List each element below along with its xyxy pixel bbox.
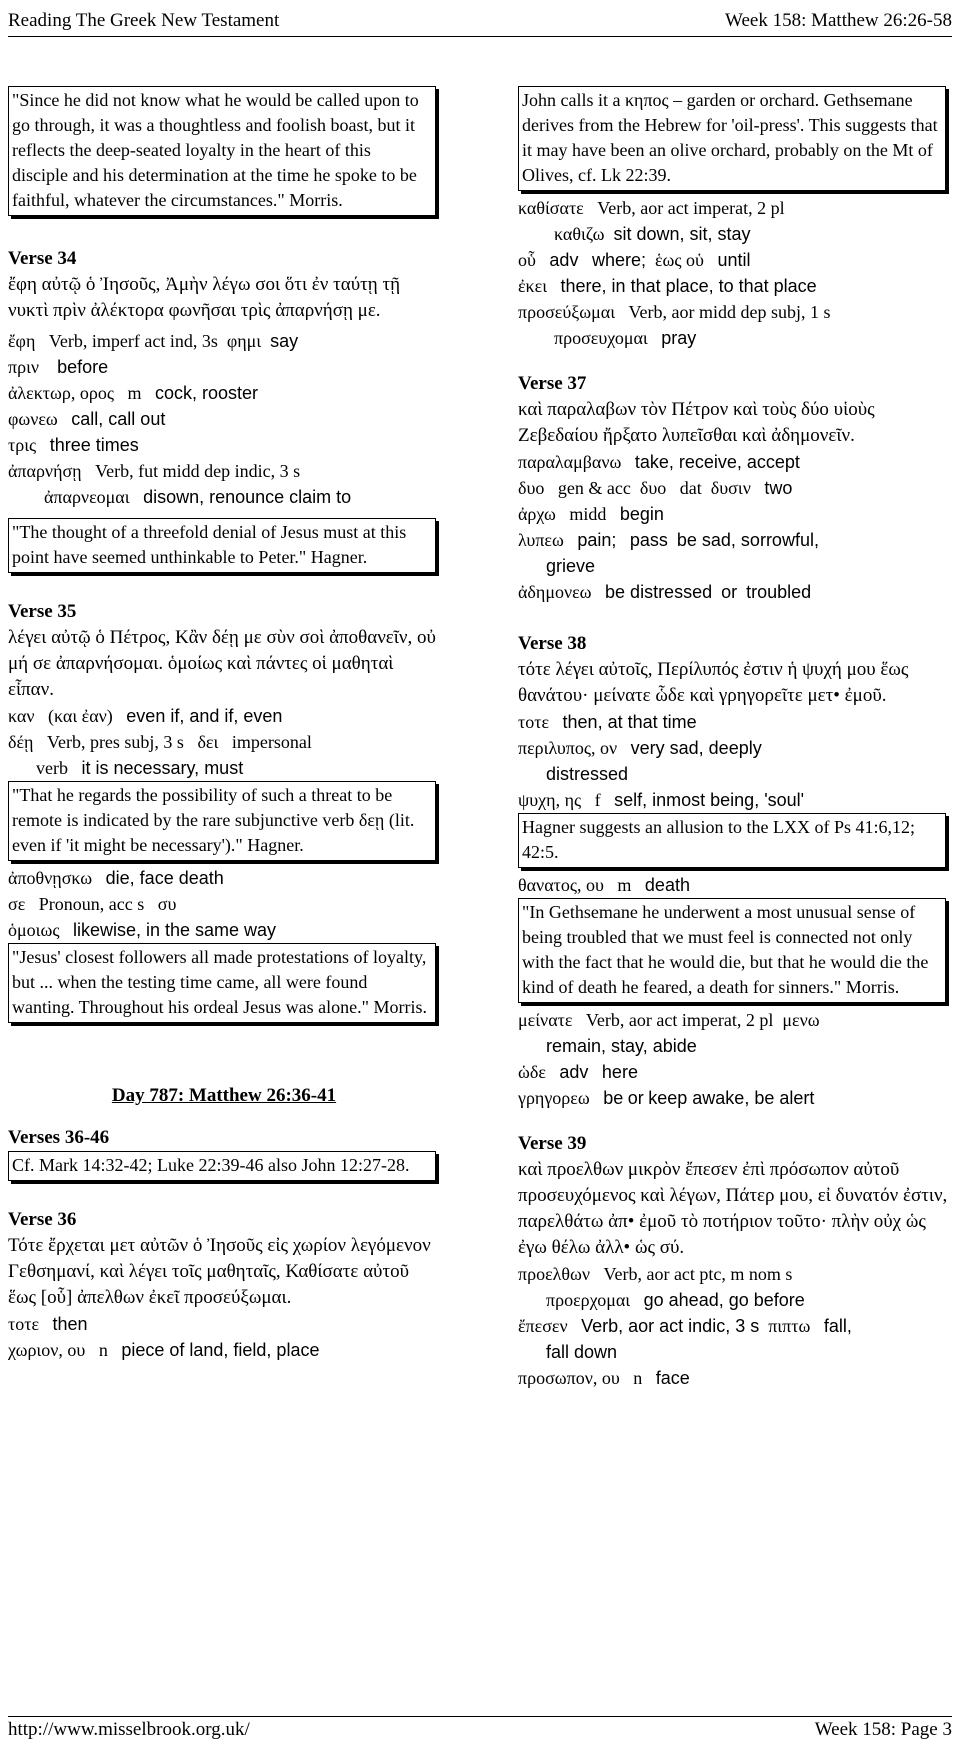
verse-heading: Verse 34 — [8, 248, 77, 269]
vocab-entry: προσεύξωμαι Verb, aor midd dep subj, 1 s — [518, 302, 831, 322]
vocab-entry: φωνεω call, call out — [8, 409, 166, 429]
vocab-entry: δυο gen & acc δυο dat δυσιν two — [518, 478, 793, 498]
vocab-subentry: verb it is necessary, must — [36, 758, 244, 778]
note-box: Hagner suggests an allusion to the LXX of Ps 41:6,12; 42:5. — [518, 813, 946, 868]
verse-heading: Verse 37 — [518, 373, 587, 394]
vocab-entry: προελθων Verb, aor act ptc, m nom s — [518, 1264, 793, 1284]
note-box: John calls it a κηπος – garden or orchard. Gethsemane derives from the Hebrew for 'oil-press'. This suggests that it may have been an olive orchard, probably on the Mt of Olives, cf. Lk 22:39. — [518, 86, 946, 191]
vocab-entry: πριν before — [8, 357, 109, 377]
left-column — [8, 86, 440, 1363]
verse-text: καὶ προελθων μικρὸν ἔπεσεν ἐπὶ πρόσωπον αὐτοῦ προσευχόμενος καὶ λέγων, Πάτερ μου, εἰ δυνατόν ἐστιν, παρελθάτω ἀπ• ἐμοῦ τὸ ποτήριον τοῦτο· πλὴν οὐχ ὡς ἐγω θέλω ἀλλ• ὡς σύ. — [518, 1159, 948, 1258]
header-week: Week 158: Matthew 26:26-58 — [725, 10, 952, 31]
vocab-entry: δέῃ Verb, pres subj, 3 s δει impersonal — [8, 732, 312, 752]
vocab-entry: περιλυπος, ον very sad, deeply — [518, 738, 762, 758]
vocab-subentry: ἀπαρνεομαι disown, renounce claim to — [44, 487, 352, 507]
verse-text: Τότε ἔρχεται μετ αὐτῶν ὁ Ἰησοῦς εἰς χωρίον λεγόμενον Γεθσημανί, καὶ λέγει τοῖς μαθηταῖς, Καθίσατε αὐτοῦ ἕως [οὗ] ἀπελθων ἐκεῖ προσεύξωμαι. — [8, 1235, 431, 1308]
verse-heading: Verse 39 — [518, 1133, 587, 1154]
vocab-entry: ἔφη Verb, imperf act ind, 3s φημι say — [8, 331, 299, 351]
vocab-entry: ὡδε adv here — [518, 1062, 638, 1082]
vocab-entry: τοτε then — [8, 1314, 88, 1334]
vocab-entry: παραλαμβανω take, receive, accept — [518, 452, 800, 472]
vocab-subentry: προσευχομαι pray — [554, 328, 697, 348]
vocab-entry: λυπεω pain; pass be sad, sorrowful, — [518, 530, 819, 550]
verse-text: τότε λέγει αὐτοῖς, Περίλυπός ἐστιν ἡ ψυχή μου ἕως θανάτου· μείνατε ὧδε καὶ γρηγορεῖτε μετ• ἐμοῦ. — [518, 659, 909, 706]
quote-box: "In Gethsemane he underwent a most unusual sense of being troubled that we must feel is connected not only with the fact that he would die, but that he would die the kind of death he feared, a death for sinners." Morris. — [518, 898, 946, 1003]
verse-heading: Verse 35 — [8, 601, 77, 622]
quote-box: "Jesus' closest followers all made protestations of loyalty, but ... when the testing time came, all were found wanting. Throughout his ordeal Jesus was alone." Morris. — [8, 943, 436, 1023]
vocab-entry: χωριον, ου n piece of land, field, place — [8, 1340, 320, 1360]
verse-text: καὶ παραλαβων τὸν Πέτρον καὶ τοὺς δύο υἱοὺς Ζεβεδαίου ἤρξατο λυπεῖσθαι καὶ ἀδημονεῖν. — [518, 399, 875, 446]
page-header — [8, 6, 952, 37]
vocab-entry: ἐκει there, in that place, to that place — [518, 276, 817, 296]
vocab-entry: ἀπαρνήσῃ Verb, fut midd dep indic, 3 s — [8, 461, 301, 481]
vocab-subentry: fall down — [546, 1342, 618, 1362]
quote-box: "The thought of a threefold denial of Jesus must at this point have seemed unthinkable to Peter." Hagner. — [8, 518, 436, 573]
vocab-entry: ὁμοιως likewise, in the same way — [8, 920, 277, 940]
verse-text: ἔφη αὐτῷ ὁ Ἰησοῦς, Ἀμὴν λέγω σοι ὅτι ἐν ταύτῃ τῇ νυκτὶ πρὶν ἀλέκτορα φωνῆσαι τρὶς ἀπαρνήσῃ με. — [8, 274, 401, 321]
vocab-entry: ἀποθνῃσκω die, face death — [8, 868, 224, 888]
vocab-entry: ἀδημονεω be distressed or troubled — [518, 582, 812, 602]
footer-page: Week 158: Page 3 — [814, 1719, 952, 1740]
vocab-subentry: grieve — [546, 556, 596, 576]
vocab-entry: γρηγορεω be or keep awake, be alert — [518, 1088, 815, 1108]
day-title: Day 787: Matthew 26:36-41 — [111, 1085, 337, 1106]
vocab-entry: προσωπον, ου n face — [518, 1368, 690, 1388]
vocab-entry: θανατος, ου m death — [518, 875, 690, 895]
vocab-entry: καθίσατε Verb, aor act imperat, 2 pl — [518, 198, 785, 218]
header-title: Reading The Greek New Testament — [8, 10, 280, 31]
vocab-entry: τοτε then, at that time — [518, 712, 697, 732]
footer-url[interactable]: http://www.misselbrook.org.uk/ — [8, 1719, 250, 1740]
quote-box: "Since he did not know what he would be called upon to go through, it was a thoughtless and foolish boast, but it reflects the deep-seated loyalty in the heart of this disciple and his determination at the time he spoke to be faithful, whatever the circumstances." Morris. — [8, 86, 436, 216]
note-box: Cf. Mark 14:32-42; Luke 22:39-46 also John 12:27-28. — [8, 1151, 436, 1181]
vocab-entry: ψυχη, ης f self, inmost being, 'soul' — [518, 790, 805, 810]
vocab-subentry: προερχομαι go ahead, go before — [546, 1290, 805, 1310]
vocab-subentry: remain, stay, abide — [546, 1036, 697, 1056]
quote-box: "That he regards the possibility of such a threat to be remote is indicated by the rare subjunctive verb δεῃ (lit. even if 'it might be necessary')." Hagner. — [8, 781, 436, 861]
vocab-entry: σε Pronoun, acc s συ — [8, 894, 177, 914]
vocab-list — [8, 328, 440, 510]
vocab-entry: ἀρχω midd begin — [518, 504, 664, 524]
verse-heading: Verse 38 — [518, 633, 587, 654]
right-column — [518, 86, 950, 1391]
vocab-entry: οὗ adv where; ἑως οὑ until — [518, 250, 751, 270]
verse-heading: Verses 36-46 — [8, 1127, 110, 1148]
verse-text: λέγει αὐτῷ ὁ Πέτρος, Κἂν δέῃ με σὺν σοὶ ἀποθανεῖν, οὐ μή σε ἀπαρνήσομαι. ὁμοίως καὶ πάντες οἱ μαθηταὶ εἶπαν. — [8, 627, 436, 700]
page-footer — [8, 1716, 952, 1743]
vocab-entry: τρις three times — [8, 435, 139, 455]
vocab-entry: ἀλεκτωρ, ορος m cock, rooster — [8, 383, 259, 403]
vocab-entry: ἔπεσεν Verb, aor act indic, 3 s πιπτω fall, — [518, 1316, 852, 1336]
verse-heading: Verse 36 — [8, 1209, 77, 1230]
vocab-entry: καν (και ἐαν) even if, and if, even — [8, 706, 283, 726]
vocab-subentry: distressed — [546, 764, 629, 784]
vocab-entry: μείνατε Verb, aor act imperat, 2 pl μενω — [518, 1010, 820, 1030]
vocab-subentry: καθιζω sit down, sit, stay — [554, 224, 751, 244]
